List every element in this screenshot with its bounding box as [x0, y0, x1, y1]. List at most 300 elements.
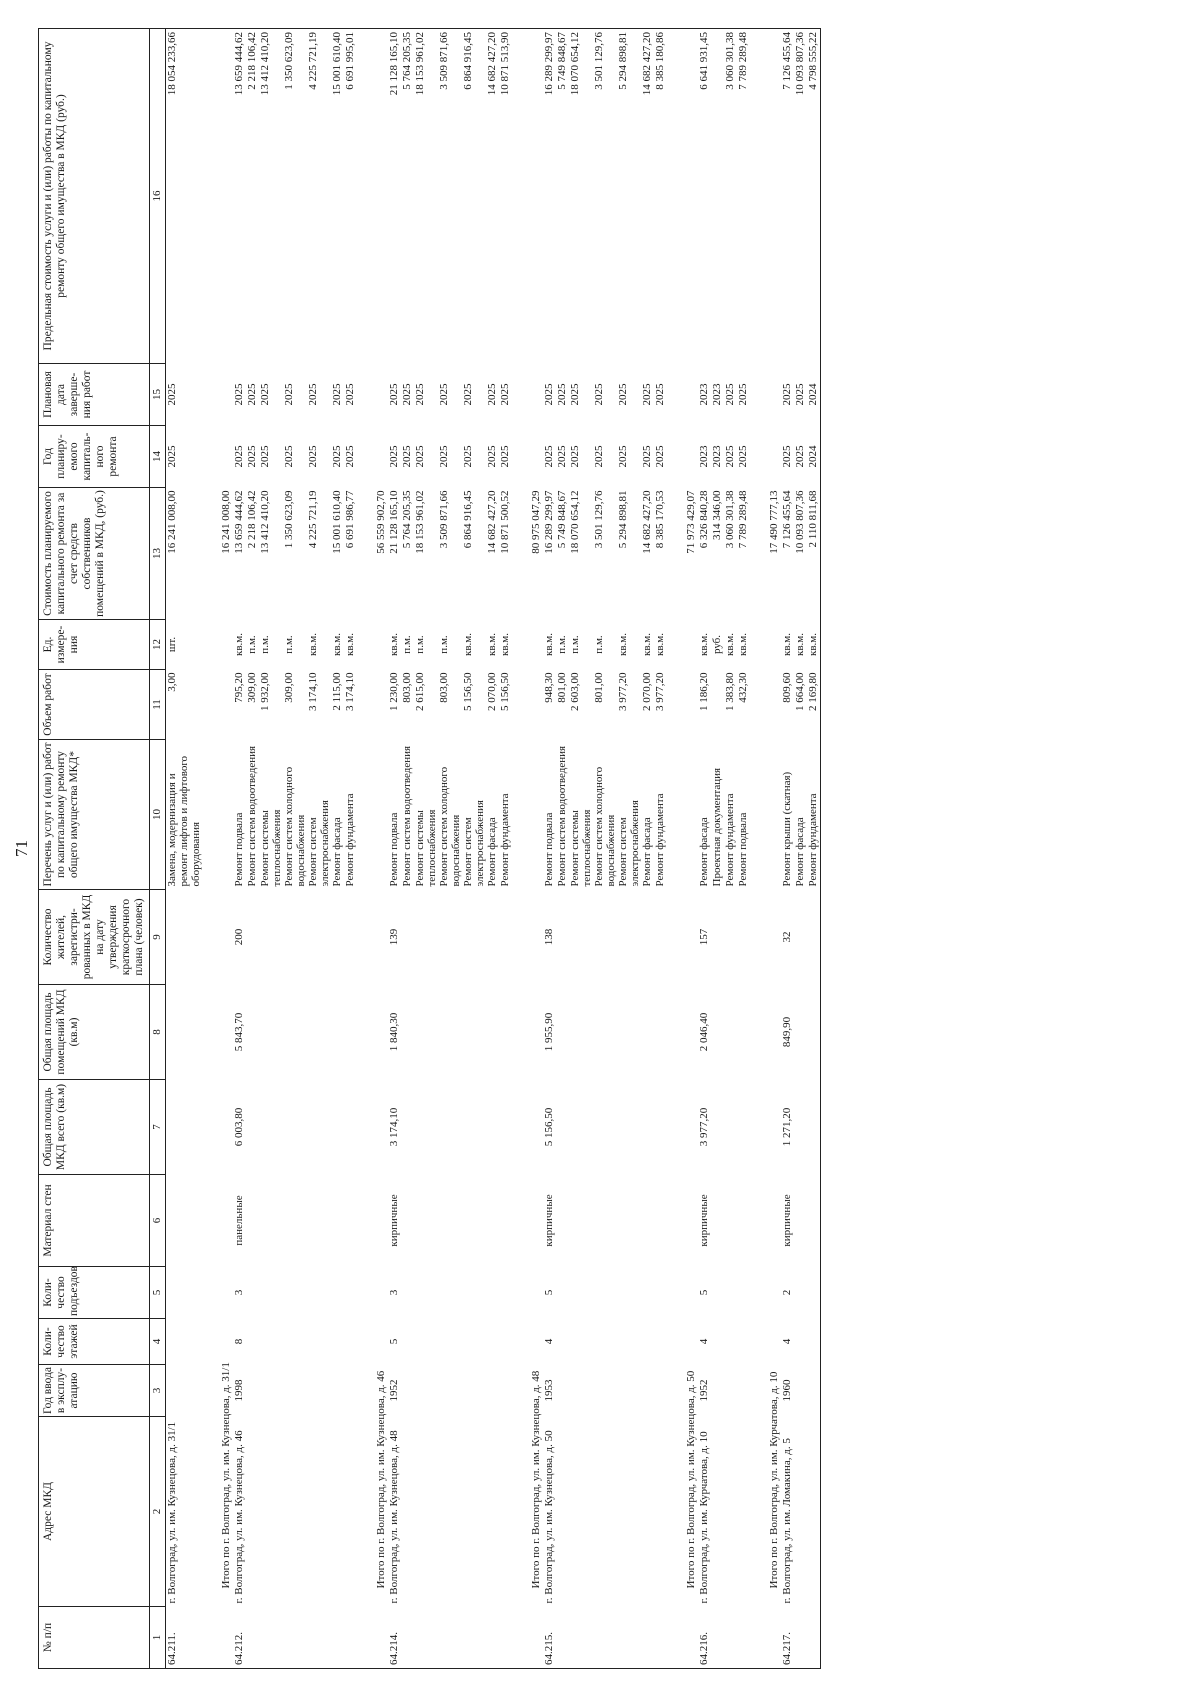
table-cell: [737, 1319, 750, 1365]
work-name: Ремонт фасада: [794, 817, 806, 887]
work-year: 2023: [698, 445, 710, 468]
table-cell: [462, 1267, 486, 1319]
work-volume: 803,00: [438, 672, 450, 703]
table-cell: [667, 1319, 685, 1365]
work-year: 2025: [166, 445, 178, 468]
table-cell: [654, 1607, 667, 1669]
table-cell: [685, 1267, 698, 1319]
table-cell: [737, 890, 750, 985]
table-cell: [641, 1175, 654, 1267]
column-header: Плановая дата заверше-ния работ: [39, 364, 150, 426]
table-cell: [202, 426, 220, 488]
table-cell: [711, 1175, 724, 1267]
table-cell: [202, 670, 220, 740]
table-cell: [375, 670, 388, 740]
work-name: Проектная документация: [711, 767, 723, 887]
work-year: 2025: [462, 445, 474, 468]
work-cost: 314 346,00: [711, 490, 723, 540]
building-residents: 200: [233, 928, 245, 946]
work-name: Ремонт фасада: [331, 817, 343, 887]
table-cell: [331, 1175, 344, 1267]
table-cell: [220, 1080, 233, 1175]
work-limit-cost: 1 350 623,09: [283, 29, 307, 364]
table-cell: [685, 985, 698, 1080]
table-cell: [331, 890, 344, 985]
table-cell: [617, 1080, 641, 1175]
table-cell: [283, 985, 307, 1080]
table-cell: [220, 29, 233, 364]
table-cell: [750, 1365, 768, 1417]
table-cell: [685, 890, 698, 985]
table-cell: [569, 1319, 593, 1365]
table-cell: [794, 1607, 807, 1669]
table-cell: [499, 1417, 512, 1607]
table-cell: [512, 1267, 530, 1319]
building-residents: 138: [543, 928, 555, 946]
work-limit-cost: 5 294 898,81: [617, 29, 641, 364]
table-cell: [259, 985, 283, 1080]
work-year: 2024: [807, 426, 821, 488]
table-cell: [259, 1417, 283, 1607]
work-volume: 1 230,00: [388, 672, 400, 711]
work-limit-cost: 7 126 455,64: [781, 29, 794, 364]
table-cell: [414, 1267, 438, 1319]
work-year: 2025: [654, 445, 666, 468]
column-header: Коли-чество этажей: [39, 1319, 150, 1365]
column-header: Общая площадь помещений МКД (кв.м): [39, 985, 150, 1080]
table-cell: [768, 426, 781, 488]
table-cell: [667, 29, 685, 364]
table-cell: [654, 1267, 667, 1319]
table-cell: [807, 1319, 821, 1365]
building-floors: 4: [543, 1338, 555, 1345]
table-cell: [486, 1175, 499, 1267]
work-limit-cost: [711, 29, 724, 364]
table-cell: [202, 1175, 220, 1267]
table-cell: [750, 29, 768, 364]
table-cell: [593, 1417, 617, 1607]
table-cell: [530, 890, 543, 985]
table-cell: [512, 670, 530, 740]
table-cell: [202, 1319, 220, 1365]
table-cell: [667, 670, 685, 740]
table-cell: [593, 1080, 617, 1175]
building-address: г. Волгоград, ул. им. Курчатова, д. 10: [698, 1431, 710, 1604]
building-residents: 139: [388, 928, 400, 946]
table-cell: [438, 1175, 462, 1267]
work-limit-cost: 15 001 610,40: [331, 29, 344, 364]
building-area-premises: 1 955,90: [543, 1012, 555, 1052]
table-row: [593, 29, 617, 1669]
column-header: Коли-чество подъездов: [39, 1267, 150, 1319]
work-end-date: 2025: [499, 383, 511, 406]
table-cell: [344, 890, 357, 985]
work-cost: 3 509 871,66: [438, 490, 450, 549]
building-residents: 157: [698, 928, 710, 946]
work-volume: [711, 670, 724, 740]
work-end-date: 2025: [569, 383, 581, 406]
table-cell: [617, 1267, 641, 1319]
table-cell: [807, 1607, 821, 1669]
building-address: г. Волгоград, ул. им. Ломакина, д. 5: [781, 1438, 793, 1604]
table-cell: [462, 985, 486, 1080]
table-cell: [283, 890, 307, 985]
table-cell: [259, 1319, 283, 1365]
table-cell: [512, 364, 530, 426]
table-cell: [344, 1080, 357, 1175]
table-cell: [512, 985, 530, 1080]
work-limit-cost: 10 093 807,36: [794, 29, 807, 364]
table-cell: [617, 1319, 641, 1365]
table-cell: [486, 1080, 499, 1175]
table-cell: [401, 985, 414, 1080]
table-cell: [654, 1080, 667, 1175]
table-cell: [344, 1365, 357, 1417]
table-cell: [357, 1267, 375, 1319]
table-row: [486, 29, 499, 1669]
work-volume: 3 977,20: [654, 672, 666, 711]
table-cell: [711, 1607, 724, 1669]
table-cell: [499, 1607, 512, 1669]
building-entrances: 5: [543, 1289, 555, 1296]
work-year: 2025: [543, 445, 555, 468]
work-cost: 16 289 299,97: [543, 490, 555, 554]
building-floors: [166, 1319, 203, 1365]
work-cost: 13 659 444,62: [233, 490, 245, 554]
work-unit: кв.м.: [331, 633, 343, 656]
building-address: г. Волгоград, ул. им. Кузнецова, д. 46: [233, 1430, 245, 1604]
work-cost: 15 001 610,40: [331, 490, 343, 554]
table-cell: [667, 1267, 685, 1319]
table-cell: [202, 1365, 220, 1417]
table-cell: [414, 985, 438, 1080]
table-cell: [711, 985, 724, 1080]
table-cell: [667, 364, 685, 426]
work-unit: руб.: [711, 634, 723, 655]
work-unit: кв.м.: [724, 633, 736, 656]
table-cell: [438, 985, 462, 1080]
work-name: Ремонт систем водоотведения: [246, 745, 258, 887]
total-label: Итого по г. Волгоград, ул. им. Кузнецова, д. 48: [530, 1370, 542, 1589]
column-number: 7: [150, 1080, 166, 1175]
table-cell: [486, 985, 499, 1080]
table-cell: [357, 620, 375, 670]
work-unit: кв.м.: [462, 633, 474, 656]
column-number: 16: [150, 29, 166, 364]
column-number: 9: [150, 890, 166, 985]
table-cell: [307, 1175, 331, 1267]
table-cell: [307, 1607, 331, 1669]
work-limit-cost: 16 289 299,97: [543, 29, 556, 364]
building-area-total: 6 003,80: [233, 1107, 245, 1147]
table-cell: [414, 1607, 438, 1669]
table-cell: [512, 1607, 530, 1669]
work-cost: 4 225 721,19: [307, 490, 319, 549]
table-cell: [654, 1175, 667, 1267]
table-cell: [512, 620, 530, 670]
table-cell: [807, 1417, 821, 1607]
work-name: Ремонт фундамента: [724, 793, 736, 887]
table-cell: [711, 1417, 724, 1607]
column-header: № п/п: [39, 1607, 150, 1669]
table-cell: [641, 1607, 654, 1669]
table-cell: [807, 1175, 821, 1267]
work-unit: кв.м.: [641, 633, 653, 656]
work-end-date: 2025: [486, 383, 498, 406]
table-cell: [750, 426, 768, 488]
table-cell: [737, 1365, 750, 1417]
table-cell: [414, 890, 438, 985]
table-cell: [401, 1417, 414, 1607]
table-cell: [414, 1175, 438, 1267]
table-cell: [462, 1175, 486, 1267]
table-cell: [246, 1365, 259, 1417]
work-volume: 2 169,80: [807, 670, 821, 740]
table-cell: [654, 890, 667, 985]
table-row: [414, 29, 438, 1669]
table-cell: [259, 1080, 283, 1175]
table-cell: [737, 1080, 750, 1175]
table-cell: [486, 890, 499, 985]
work-cost: 1 350 623,09: [283, 490, 295, 549]
work-year: 2025: [388, 445, 400, 468]
table-cell: [711, 1319, 724, 1365]
table-cell: [641, 1319, 654, 1365]
column-number: 11: [150, 670, 166, 740]
table-cell: [357, 740, 375, 890]
table-cell: [556, 985, 569, 1080]
column-number: 5: [150, 1267, 166, 1319]
work-unit: п.м.: [569, 635, 581, 654]
table-cell: [617, 985, 641, 1080]
building-year: [166, 1365, 203, 1417]
building-address: г. Волгоград, ул. им. Кузнецова, д. 31/1: [166, 1421, 178, 1604]
table-row: [768, 29, 781, 1669]
table-row: [202, 29, 220, 1669]
table-cell: [556, 1175, 569, 1267]
table-row: [685, 29, 698, 1669]
work-limit-cost: 21 128 165,10: [388, 29, 401, 364]
table-cell: [259, 890, 283, 985]
table-row: [462, 29, 486, 1669]
table-row: [711, 29, 724, 1669]
table-cell: [202, 620, 220, 670]
work-end-date: 2025: [388, 383, 400, 406]
total-label: Итого по г. Волгоград, ул. им. Кузнецова, д. 50: [685, 1370, 697, 1589]
work-year: 2025: [307, 445, 319, 468]
table-cell: [307, 1080, 331, 1175]
work-name: Ремонт фундамента: [654, 793, 666, 887]
building-material: кирпичные: [698, 1194, 710, 1247]
table-row: [750, 29, 768, 1669]
work-end-date: 2025: [259, 383, 271, 406]
column-number: 14: [150, 426, 166, 488]
table-cell: [593, 1365, 617, 1417]
work-unit: кв.м.: [344, 633, 356, 656]
work-volume: 2 615,00: [414, 672, 426, 711]
work-limit-cost: 5 749 848,67: [556, 29, 569, 364]
table-cell: [202, 1080, 220, 1175]
work-name: Ремонт систем электроснабжения: [617, 800, 641, 887]
work-volume: 2 070,00: [641, 672, 653, 711]
table-cell: [569, 1080, 593, 1175]
table-cell: [438, 1319, 462, 1365]
table-cell: [512, 1365, 530, 1417]
table-cell: [768, 1175, 781, 1267]
work-volume: 1 932,00: [259, 672, 271, 711]
work-end-date: 2025: [641, 383, 653, 406]
work-limit-cost: 14 682 427,20: [641, 29, 654, 364]
table-cell: [499, 890, 512, 985]
table-cell: [344, 1607, 357, 1669]
table-cell: [375, 985, 388, 1080]
table-cell: [357, 670, 375, 740]
table-cell: [750, 1319, 768, 1365]
work-cost: 6 691 986,77: [344, 490, 356, 549]
work-volume: 2 115,00: [331, 672, 343, 711]
table-row: [166, 29, 203, 1669]
table-cell: [750, 890, 768, 985]
table-cell: [685, 620, 698, 670]
table-cell: [414, 1319, 438, 1365]
column-header: Предельная стоимость услуги и (или) работы по капитальному ремонту общего имущества в МКД (руб.): [39, 29, 150, 364]
table-cell: [375, 29, 388, 364]
table-row: [331, 29, 344, 1669]
table-cell: [307, 1267, 331, 1319]
table-cell: [685, 1080, 698, 1175]
table-cell: [246, 1417, 259, 1607]
column-header: Ед. измере-ния: [39, 620, 150, 670]
table-cell: [794, 985, 807, 1080]
table-cell: [750, 1267, 768, 1319]
table-cell: [512, 1417, 530, 1607]
work-year: 2025: [794, 445, 806, 468]
table-row: [499, 29, 512, 1669]
work-year: 2025: [401, 445, 413, 468]
work-name: Ремонт фундамента: [499, 793, 511, 887]
table-cell: [737, 985, 750, 1080]
table-cell: [202, 364, 220, 426]
table-cell: [246, 1175, 259, 1267]
table-cell: [593, 890, 617, 985]
table-row: [246, 29, 259, 1669]
table-cell: [414, 1080, 438, 1175]
table-cell: [357, 29, 375, 364]
table-cell: [556, 890, 569, 985]
work-unit: кв.м.: [654, 633, 666, 656]
table-cell: [283, 1319, 307, 1365]
table-cell: [794, 1175, 807, 1267]
table-cell: [768, 620, 781, 670]
building-residents: 32: [781, 931, 793, 943]
table-cell: [593, 1267, 617, 1319]
building-entrances: 2: [781, 1289, 793, 1296]
work-limit-cost: 10 871 513,90: [499, 29, 512, 364]
table-cell: [530, 1175, 543, 1267]
table-cell: [202, 740, 220, 890]
work-end-date: 2025: [307, 383, 319, 406]
table-row: [344, 29, 357, 1669]
table-cell: [807, 1080, 821, 1175]
building-area-premises: [166, 985, 203, 1080]
header-row: [39, 29, 150, 1669]
work-unit: кв.м.: [388, 633, 400, 656]
table-cell: [414, 1417, 438, 1607]
table-cell: [617, 1365, 641, 1417]
work-year: 2023: [711, 445, 723, 468]
table-cell: [654, 985, 667, 1080]
table-cell: [220, 1267, 233, 1319]
table-cell: [357, 488, 375, 620]
table-cell: [530, 985, 543, 1080]
table-cell: [331, 1607, 344, 1669]
work-end-date: 2025: [246, 383, 258, 406]
table-row: [375, 29, 388, 1669]
building-entrances: 3: [388, 1289, 400, 1296]
table-row: [259, 29, 283, 1669]
table-cell: [685, 1607, 698, 1669]
table-cell: [401, 1319, 414, 1365]
table-cell: [307, 890, 331, 985]
table-cell: [569, 1267, 593, 1319]
table-cell: [724, 1080, 737, 1175]
work-limit-cost: 4 225 721,19: [307, 29, 331, 364]
table-body: [166, 29, 821, 1669]
building-floors: 5: [388, 1338, 400, 1345]
work-end-date: 2025: [414, 383, 426, 406]
table-cell: [357, 426, 375, 488]
building-floors: 8: [233, 1338, 245, 1345]
table-cell: [438, 1080, 462, 1175]
work-year: 2025: [438, 445, 450, 468]
table-cell: [307, 1365, 331, 1417]
table-cell: [512, 740, 530, 890]
building-year: 1952: [388, 1379, 400, 1402]
table-cell: [202, 29, 220, 364]
table-cell: [375, 1607, 388, 1669]
table-cell: [641, 1267, 654, 1319]
total-cost: 17 490 777,13: [768, 490, 780, 554]
table-cell: [220, 1607, 233, 1669]
work-unit: п.м.: [414, 635, 426, 654]
building-num: 64.217.: [781, 1607, 794, 1669]
building-year: 1952: [698, 1379, 710, 1402]
work-name: Замена, модернизация и ремонт лифтов и лифтового оборудования: [166, 755, 202, 887]
building-residents: [166, 890, 203, 985]
table-cell: [438, 1365, 462, 1417]
table-cell: [331, 1080, 344, 1175]
building-entrances: [166, 1267, 203, 1319]
work-name: Ремонт систем холодного водоснабжения: [438, 766, 462, 887]
table-cell: [307, 985, 331, 1080]
table-cell: [768, 1080, 781, 1175]
building-floors: 4: [781, 1338, 793, 1345]
work-year: 2025: [724, 445, 736, 468]
total-cost: 80 975 047,29: [530, 490, 542, 554]
work-year: 2025: [499, 445, 511, 468]
work-name: Ремонт систем холодного водоснабжения: [593, 766, 617, 887]
column-header: Объем работ: [39, 670, 150, 740]
table-cell: [486, 1365, 499, 1417]
work-year: 2025: [486, 445, 498, 468]
table-cell: [486, 1607, 499, 1669]
work-unit: кв.м.: [307, 633, 319, 656]
table-cell: [375, 740, 388, 890]
table-cell: [357, 890, 375, 985]
column-number: 8: [150, 985, 166, 1080]
total-cost: 16 241 008,00: [220, 490, 232, 554]
work-limit-cost: 7 789 289,48: [737, 29, 750, 364]
